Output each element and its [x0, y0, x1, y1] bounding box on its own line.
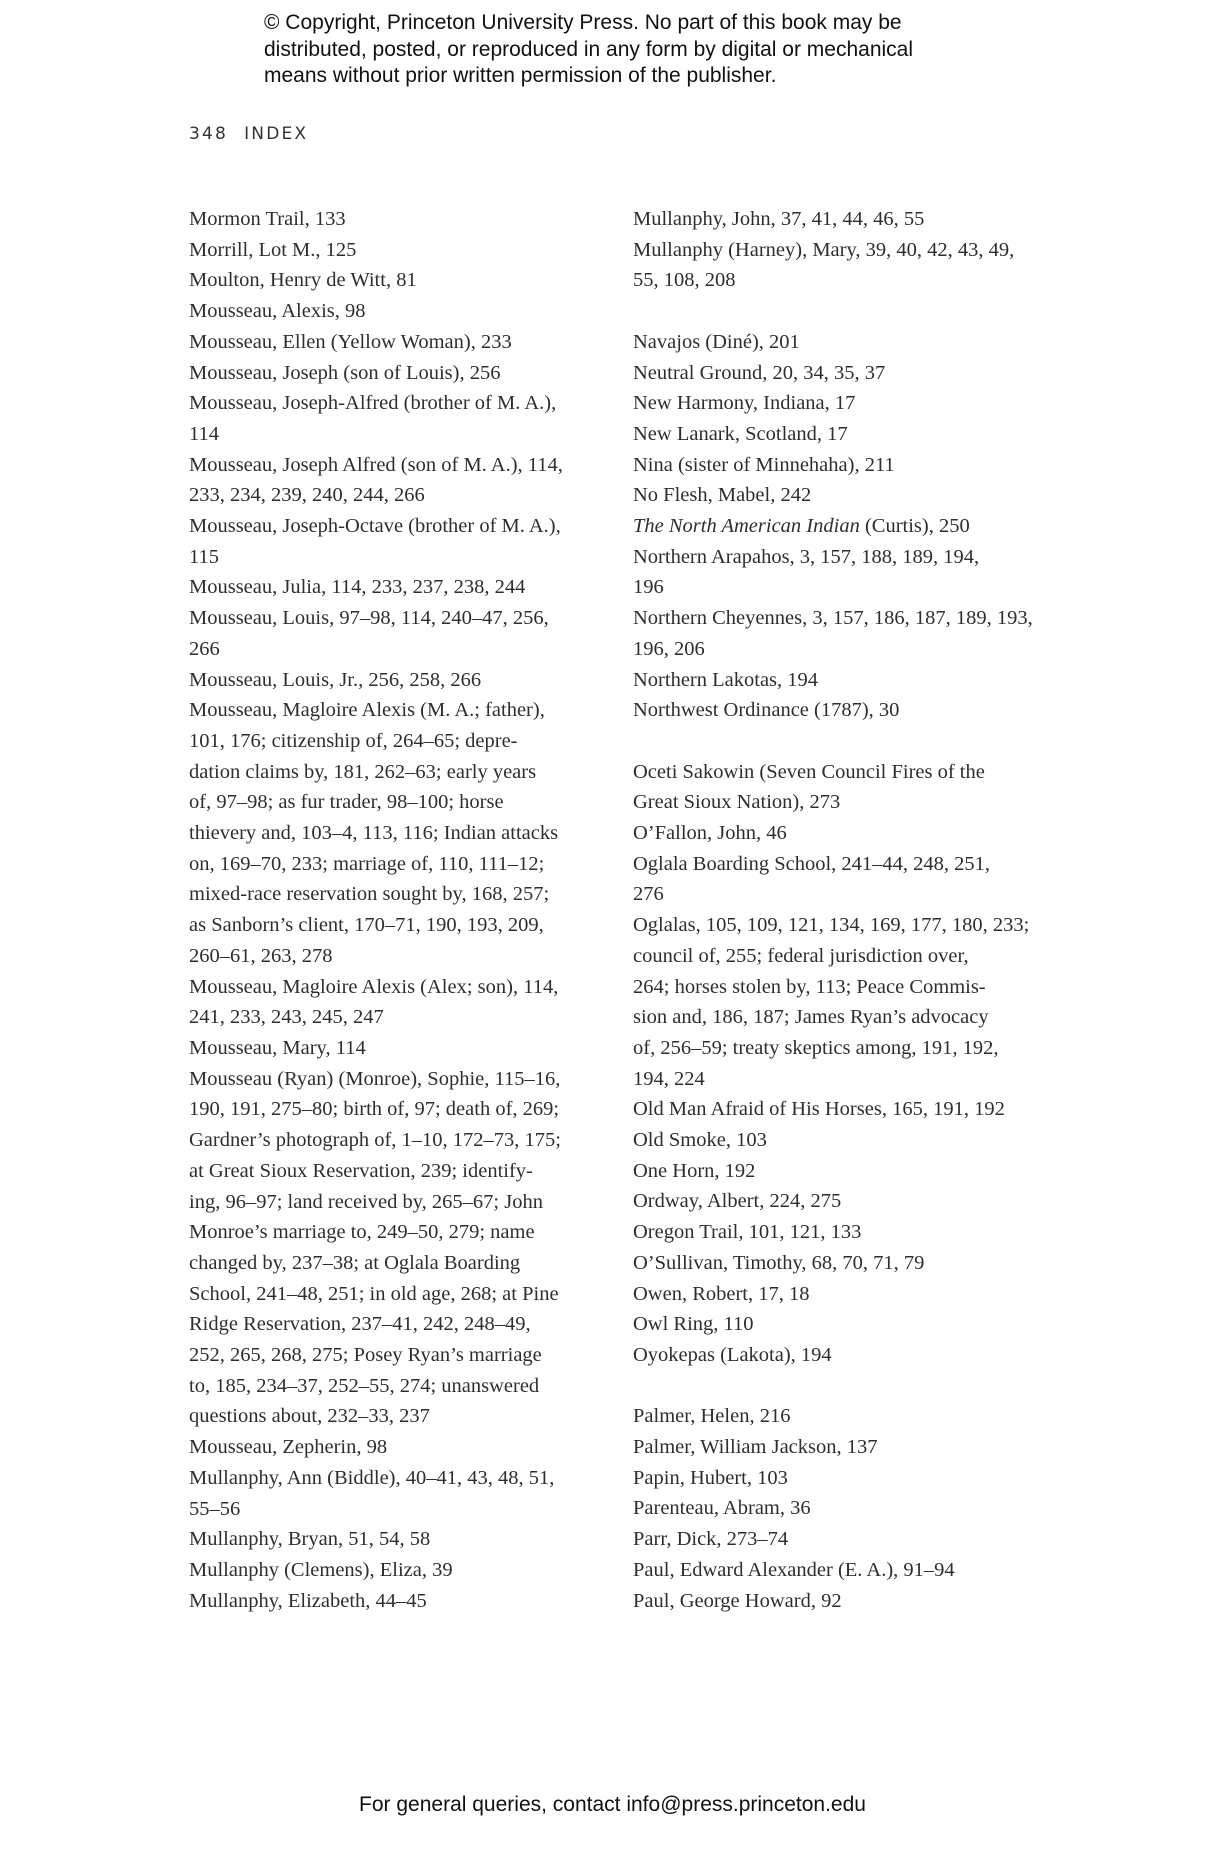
index-entry [633, 1156, 1053, 1187]
index-entry [189, 972, 609, 1033]
index-entry-line: Mousseau, Julia, 114, 233, 237, 238, 244 [189, 576, 526, 599]
section-title: INDEX [244, 124, 309, 144]
index-entry-line: New Harmony, Indiana, 17 [633, 392, 856, 415]
index-entry-line: Oceti Sakowin (Seven Council Fires of the [633, 760, 985, 783]
index-entry [189, 1463, 609, 1524]
copyright-line: distributed, posted, or reproduced in any form by digital or mechanical [264, 37, 914, 61]
index-entry [189, 235, 609, 266]
index-entry-line: of, 97–98; as fur trader, 98–100; horse [189, 791, 504, 814]
index-entry [633, 1279, 1053, 1310]
index-entry [633, 757, 1053, 818]
index-entry-line: Owen, Robert, 17, 18 [633, 1282, 810, 1305]
index-entry [633, 603, 1053, 664]
index-entry-line: 264; horses stolen by, 113; Peace Commis- [633, 975, 986, 998]
index-entry-line: O’Sullivan, Timothy, 68, 70, 71, 79 [633, 1251, 925, 1274]
index-entry [189, 665, 609, 696]
copyright-line: means without prior written permission of the publisher. [264, 64, 777, 87]
index-entry [633, 695, 1053, 726]
index-entry [189, 511, 609, 572]
index-entry [633, 1217, 1053, 1248]
index-entry [633, 849, 1053, 910]
index-entry [633, 1094, 1053, 1125]
index-entry [633, 665, 1053, 696]
index-entry-line: mixed-race reservation sought by, 168, 257; [189, 883, 550, 906]
index-entry [633, 1125, 1053, 1156]
index-entry-line: Oglalas, 105, 109, 121, 134, 169, 177, 180, 233; [633, 914, 1030, 937]
index-entry [189, 327, 609, 358]
index-entry-line: council of, 255; federal jurisdiction over, [633, 944, 969, 967]
index-entry-line: Oglala Boarding School, 241–44, 248, 251, [633, 852, 991, 875]
index-entry-line: Navajos (Diné), 201 [633, 330, 800, 353]
index-entry [633, 1586, 1053, 1617]
index-entry [633, 1248, 1053, 1279]
index-entry [633, 1186, 1053, 1217]
page-number: 348 [189, 124, 229, 144]
index-entry-line: Mousseau, Alexis, 98 [189, 300, 366, 323]
index-entry [633, 235, 1053, 296]
index-entry-line: No Flesh, Mabel, 242 [633, 484, 812, 507]
index-entry-line: Nina (sister of Minnehaha), 211 [633, 453, 895, 476]
copyright-notice [264, 10, 1024, 90]
index-entry-line: 260–61, 263, 278 [189, 944, 333, 967]
index-entry [633, 1340, 1053, 1371]
index-entry [633, 1401, 1053, 1432]
index-entry-line: Mormon Trail, 133 [189, 208, 346, 230]
index-entry-line: Oregon Trail, 101, 121, 133 [633, 1221, 862, 1244]
letter-group-gap [633, 726, 1053, 757]
index-entry [633, 388, 1053, 419]
index-entry-line: 55–56 [189, 1497, 241, 1520]
index-entry-line: ing, 96–97; land received by, 265–67; John [189, 1190, 543, 1213]
index-entry [189, 265, 609, 296]
index-entry-line: 194, 224 [633, 1067, 705, 1090]
index-entry-line: Owl Ring, 110 [633, 1313, 754, 1336]
index-entry-line: Northern Cheyennes, 3, 157, 186, 187, 189, 193, [633, 607, 1033, 630]
index-entry-line: Moulton, Henry de Witt, 81 [189, 269, 417, 292]
index-entry-line: of, 256–59; treaty skeptics among, 191, 192, [633, 1036, 999, 1059]
index-entry-line: O’Fallon, John, 46 [633, 822, 787, 845]
index-entry-line: 55, 108, 208 [633, 269, 736, 292]
index-entry-line: Northern Arapahos, 3, 157, 188, 189, 194, [633, 545, 980, 568]
index-entry-line: Monroe’s marriage to, 249–50, 279; name [189, 1221, 535, 1244]
index-entry-line: Old Man Afraid of His Horses, 165, 191, 192 [633, 1098, 1005, 1121]
index-entry-line: Neutral Ground, 20, 34, 35, 37 [633, 361, 886, 384]
index-entry [189, 204, 609, 235]
index-entry [189, 572, 609, 603]
index-entry-line: Parr, Dick, 273–74 [633, 1528, 789, 1551]
index-entry-line: 241, 233, 243, 245, 247 [189, 1006, 384, 1029]
index-entry [189, 1586, 609, 1617]
index-entry-line: Mousseau, Magloire Alexis (M. A.; father), [189, 699, 545, 722]
index-entry [633, 1309, 1053, 1340]
index-entry-line: 101, 176; citizenship of, 264–65; depre- [189, 729, 518, 752]
index-entry [189, 695, 609, 971]
index-entry [633, 910, 1053, 1094]
index-entry-line: questions about, 232–33, 237 [189, 1405, 430, 1428]
index-entry [633, 480, 1053, 511]
index-entry-line: 114 [189, 422, 219, 445]
index-entry [189, 603, 609, 664]
index-entry-line: Mousseau, Mary, 114 [189, 1036, 366, 1059]
index-entry-line: 252, 265, 268, 275; Posey Ryan’s marriage [189, 1344, 542, 1367]
index-entry-line: 115 [189, 545, 219, 568]
index-entry [189, 1064, 609, 1432]
index-entry-line: Mousseau, Louis, Jr., 256, 258, 266 [189, 668, 482, 691]
index-entry-line: Mousseau, Joseph-Octave (brother of M. A.), [189, 515, 561, 538]
index-entry-line: Northwest Ordinance (1787), 30 [633, 699, 900, 722]
running-head [189, 124, 308, 144]
index-entry-line: Ridge Reservation, 237–41, 242, 248–49, [189, 1313, 531, 1336]
index-entry-line: Old Smoke, 103 [633, 1129, 767, 1152]
index-entry-line: Mullanphy, Bryan, 51, 54, 58 [189, 1528, 431, 1551]
index-entry-line: dation claims by, 181, 262–63; early years [189, 760, 537, 783]
index-entry-line: sion and, 186, 187; James Ryan’s advocacy [633, 1006, 989, 1029]
index-entry-line: as Sanborn’s client, 170–71, 190, 193, 209, [189, 914, 544, 937]
index-entry [189, 296, 609, 327]
index-entry-line: on, 169–70, 233; marriage of, 110, 111–12; [189, 852, 545, 875]
index-entry-line: Mousseau (Ryan) (Monroe), Sophie, 115–16, [189, 1067, 561, 1090]
index-entry-line: Palmer, Helen, 216 [633, 1405, 791, 1428]
index-entry [189, 1432, 609, 1463]
index-entry-line: Mousseau, Magloire Alexis (Alex; son), 114, [189, 975, 559, 998]
index-entry-line: Paul, Edward Alexander (E. A.), 91–94 [633, 1558, 955, 1581]
index-entry-line: Oyokepas (Lakota), 194 [633, 1343, 832, 1366]
index-entry-line: 233, 234, 239, 240, 244, 266 [189, 484, 425, 507]
index-entry-line: One Horn, 192 [633, 1159, 756, 1182]
index-entry-line: Palmer, William Jackson, 137 [633, 1436, 878, 1459]
index-entry-line: Parenteau, Abram, 36 [633, 1497, 811, 1520]
index-entry [633, 204, 1053, 235]
index-entry [633, 1555, 1053, 1586]
index-entry [189, 388, 609, 449]
index-entry [633, 1524, 1053, 1555]
index-entry [633, 1463, 1053, 1494]
index-entry [633, 419, 1053, 450]
index-entry [633, 511, 1053, 542]
index-entry-line: 276 [633, 883, 664, 906]
index-entry [633, 450, 1053, 481]
index-entry-line: Mullanphy (Clemens), Eliza, 39 [189, 1558, 453, 1581]
index-entry-line: Mousseau, Joseph (son of Louis), 256 [189, 361, 501, 384]
index-entry [633, 542, 1053, 603]
index-entry-line: Mousseau, Louis, 97–98, 114, 240–47, 256, [189, 607, 549, 630]
index-column-right [633, 204, 1053, 1616]
copyright-line: © Copyright, Princeton University Press. No part of this book may be [264, 11, 902, 34]
index-entry [633, 358, 1053, 389]
index-entry-line: Ordway, Albert, 224, 275 [633, 1190, 842, 1213]
index-entry-line: Gardner’s photograph of, 1–10, 172–73, 175; [189, 1129, 561, 1152]
index-entry-line: Northern Lakotas, 194 [633, 668, 819, 691]
index-entry [633, 327, 1053, 358]
index-entry [189, 1555, 609, 1586]
index-entry-line: Mousseau, Ellen (Yellow Woman), 233 [189, 330, 512, 353]
footer-contact: For general queries, contact info@press.princeton.edu [359, 1793, 866, 1816]
index-entry-line: Paul, George Howard, 92 [633, 1589, 842, 1612]
letter-group-gap [633, 296, 1053, 327]
index-entry-line: Mullanphy, John, 37, 41, 44, 46, 55 [633, 208, 925, 230]
index-entry-line: New Lanark, Scotland, 17 [633, 422, 848, 445]
index-entry [189, 1524, 609, 1555]
index-entry-line: Mousseau, Joseph Alfred (son of M. A.), 114, [189, 453, 563, 476]
index-entry-line: 196, 206 [633, 637, 705, 660]
index-entry-line: Mullanphy, Elizabeth, 44–45 [189, 1589, 427, 1612]
index-entry [633, 1432, 1053, 1463]
index-entry-line: 196 [633, 576, 664, 599]
index-entry [633, 818, 1053, 849]
index-entry-line: Mousseau, Zepherin, 98 [189, 1436, 388, 1459]
index-entry-line: 190, 191, 275–80; birth of, 97; death of, 269; [189, 1098, 560, 1121]
index-entry-line: Mullanphy, Ann (Biddle), 40–41, 43, 48, 51, [189, 1466, 555, 1489]
index-entry-line: Mullanphy (Harney), Mary, 39, 40, 42, 43, 49, [633, 238, 1015, 261]
index-entry-line: Mousseau, Joseph-Alfred (brother of M. A.), [189, 392, 557, 415]
index-column-left [189, 204, 609, 1616]
index-entry-line: changed by, 237–38; at Oglala Boarding [189, 1251, 521, 1274]
index-entry-line: thievery and, 103–4, 113, 116; Indian attacks [189, 822, 559, 845]
index-entry-line: The North American Indian (Curtis), 250 [633, 515, 970, 538]
index-entry [189, 358, 609, 389]
index-entry-line: School, 241–48, 251; in old age, 268; at Pine [189, 1282, 559, 1305]
index-entry [189, 1033, 609, 1064]
index-entry-line: at Great Sioux Reservation, 239; identify- [189, 1159, 533, 1182]
index-entry-line: 266 [189, 637, 220, 660]
index-entry [189, 450, 609, 511]
index-entry-line: Great Sioux Nation), 273 [633, 791, 841, 814]
index-entry [633, 1493, 1053, 1524]
index-entry-line: to, 185, 234–37, 252–55, 274; unanswered [189, 1374, 540, 1397]
letter-group-gap [633, 1371, 1053, 1402]
index-entry-line: Papin, Hubert, 103 [633, 1466, 788, 1489]
index-entry-line: Morrill, Lot M., 125 [189, 238, 357, 261]
